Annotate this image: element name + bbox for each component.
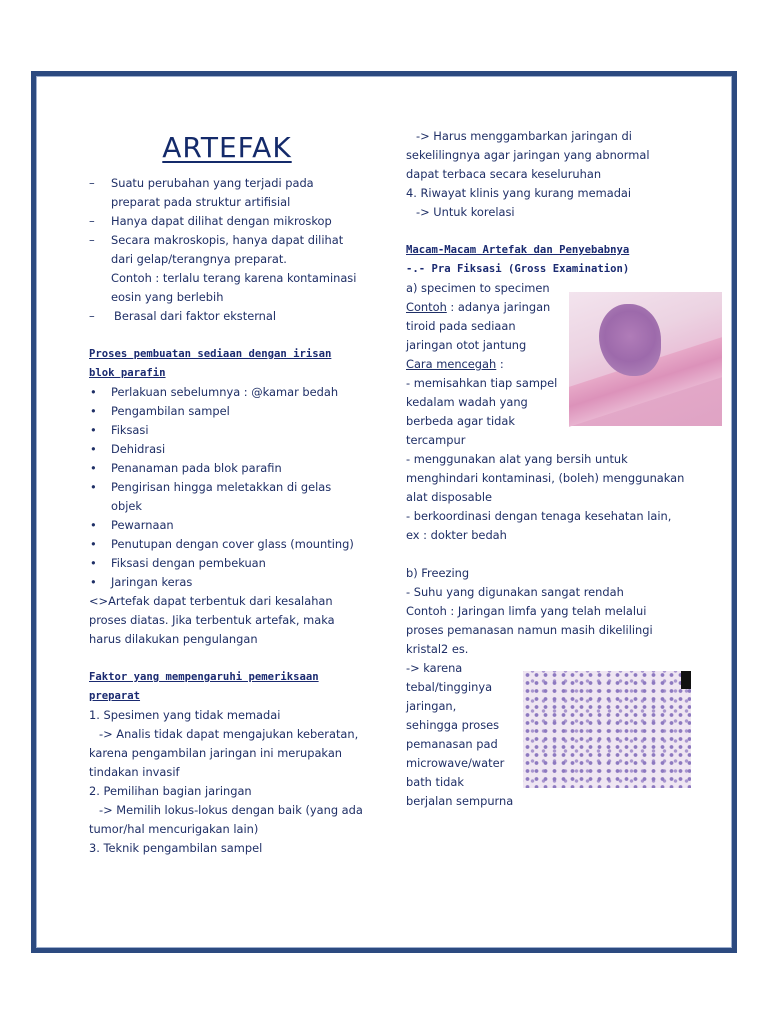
faktor-line: -> Analis tidak dapat mengajukan keberatan, [99, 727, 359, 741]
cont-line: sekelilingnya agar jaringan yang abnormal [406, 148, 650, 162]
faktor-line: 3. Teknik pengambilan sampel [89, 841, 263, 855]
faktor-line: tumor/hal mencurigakan lain) [89, 822, 259, 836]
faktor-line: -> Memilih lokus-lokus dengan baik (yang ada [99, 803, 363, 817]
item-a-line: kedalam wadah yang [406, 395, 528, 409]
tissue-fragment [599, 304, 661, 376]
intro-item: – Suatu perubahan yang terjadi pada preparat pada struktur artifisial [89, 174, 364, 212]
list-item: • Pengirisan hingga meletakkan di gelas objek [89, 478, 364, 516]
item-a-line: - memisahkan tiap sampel [406, 376, 558, 390]
section-heading-faktor: Faktor yang mempengaruhi pemeriksaan preparat [89, 671, 319, 702]
item-a-line: - menggunakan alat yang bersih untuk [406, 452, 628, 466]
item-b-line: sehingga proses [406, 718, 500, 732]
image-corner-mark [681, 671, 691, 689]
item-a-cara: Cara mencegah : [406, 357, 504, 371]
cont-line: -> Untuk korelasi [416, 205, 515, 219]
item-b-line: - Suhu yang digunakan sangat rendah [406, 585, 624, 599]
cont-line: 4. Riwayat klinis yang kurang memadai [406, 186, 632, 200]
subsection-heading-pra-fiksasi: -.- Pra Fiksasi (Gross Examination) [406, 263, 630, 275]
section-heading-macam: Macam-Macam Artefak dan Penyebabnya [406, 244, 630, 256]
list-item: • Dehidrasi [89, 440, 364, 459]
faktor-line: 1. Spesimen yang tidak memadai [89, 708, 281, 722]
list-item: • Penanaman pada blok parafin [89, 459, 364, 478]
item-b-title: b) Freezing [406, 566, 470, 580]
page-title: ARTEFAK [162, 131, 292, 164]
item-b-line: jaringan, [406, 699, 457, 713]
intro-item: – Hanya dapat dilihat dengan mikroskop [89, 212, 364, 231]
item-a-line: ex : dokter bedah [406, 528, 507, 542]
cont-line: dapat terbaca secara keseluruhan [406, 167, 602, 181]
item-b-line: kristal2 es. [406, 642, 469, 656]
list-item: • Pewarnaan [89, 516, 364, 535]
intro-item: – Secara makroskopis, hanya dapat dilihat dari gelap/terangnya preparat. Contoh : terlalu terang karena kontaminasi eosin yang berlebih [89, 231, 364, 307]
item-b-line: Contoh : Jaringan limfa yang telah melalui [406, 604, 647, 618]
faktor-line: 2. Pemilihan bagian jaringan [89, 784, 252, 798]
histology-image-frozen-lymph [523, 671, 691, 788]
item-a-line: tiroid pada sediaan [406, 319, 516, 333]
section-heading-proses: Proses pembuatan sediaan dengan irisan blok parafin [89, 348, 332, 379]
item-a-line: berbeda agar tidak [406, 414, 515, 428]
histology-image-thyroid-in-cardiac [569, 292, 722, 426]
item-b-line: berjalan sempurna [406, 794, 514, 808]
item-b-line: -> karena [406, 661, 463, 675]
faktor-line: karena pengambilan jaringan ini merupakan [89, 746, 343, 760]
item-b-line: microwave/water [406, 756, 505, 770]
item-a-line: alat disposable [406, 490, 493, 504]
item-a-line: - berkoordinasi dengan tenaga kesehatan lain, [406, 509, 672, 523]
faktor-line: tindakan invasif [89, 765, 180, 779]
intro-item: – Berasal dari faktor eksternal [89, 307, 364, 326]
item-a-line: menghindari kontaminasi, (boleh) menggunakan [406, 471, 685, 485]
list-item: • Penutupan dengan cover glass (mounting) [89, 535, 364, 554]
item-a-line: tercampur [406, 433, 466, 447]
item-b-line: proses pemanasan namun masih dikelilingi [406, 623, 653, 637]
item-b-line: pemanasan pad [406, 737, 498, 751]
list-item: • Fiksasi [89, 421, 364, 440]
note-text: <>Artefak dapat terbentuk dari kesalahan proses diatas. Jika terbentuk artefak, maka harus dilakukan pengulangan [89, 594, 335, 646]
list-item: • Fiksasi dengan pembekuan [89, 554, 364, 573]
item-a-title: a) specimen to specimen [406, 281, 550, 295]
item-a-contoh: Contoh : adanya jaringan [406, 300, 551, 314]
item-b-line: tebal/tingginya [406, 680, 493, 694]
list-item: • Perlakuan sebelumnya : @kamar bedah [89, 383, 364, 402]
item-b-line: bath tidak [406, 775, 464, 789]
item-a-line: jaringan otot jantung [406, 338, 527, 352]
left-column [89, 130, 364, 858]
list-item: • Jaringan keras [89, 573, 364, 592]
list-item: • Pengambilan sampel [89, 402, 364, 421]
cont-line: -> Harus menggambarkan jaringan di [416, 129, 632, 143]
